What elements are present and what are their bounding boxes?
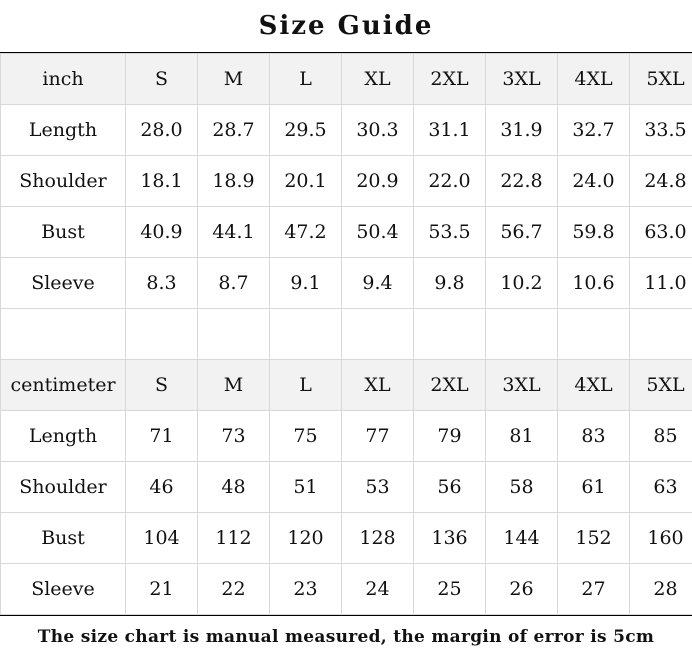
- inch-shoulder-2xl: 22.0: [414, 156, 486, 207]
- cm-bust-5xl: 160: [630, 513, 692, 564]
- cm-size-header-4xl: 4XL: [558, 360, 630, 411]
- cm-length-l: 75: [270, 411, 342, 462]
- table-spacer-row: [1, 309, 692, 360]
- inch-bust-xl: 50.4: [342, 207, 414, 258]
- table-row: [1, 258, 692, 309]
- cm-size-header-3xl: 3XL: [486, 360, 558, 411]
- cm-sleeve-4xl: 27: [558, 564, 630, 615]
- inch-shoulder-4xl: 24.0: [558, 156, 630, 207]
- cm-size-header-2xl: 2XL: [414, 360, 486, 411]
- spacer-cell: [486, 309, 558, 360]
- cm-bust-3xl: 144: [486, 513, 558, 564]
- spacer-cell: [342, 309, 414, 360]
- spacer-cell: [558, 309, 630, 360]
- inch-sleeve-3xl: 10.2: [486, 258, 558, 309]
- inch-shoulder-l: 20.1: [270, 156, 342, 207]
- inch-bust-3xl: 56.7: [486, 207, 558, 258]
- cm-sleeve-3xl: 26: [486, 564, 558, 615]
- cm-header-row: [1, 360, 692, 411]
- cm-unit-label: centimeter: [1, 360, 126, 411]
- cm-row-label-bust: Bust: [1, 513, 126, 564]
- cm-bust-m: 112: [198, 513, 270, 564]
- cm-sleeve-m: 22: [198, 564, 270, 615]
- inch-size-header-m: M: [198, 54, 270, 105]
- inch-row-label-sleeve: Sleeve: [1, 258, 126, 309]
- cm-shoulder-l: 51: [270, 462, 342, 513]
- inch-row-label-bust: Bust: [1, 207, 126, 258]
- inch-shoulder-m: 18.9: [198, 156, 270, 207]
- inch-length-xl: 30.3: [342, 105, 414, 156]
- cm-bust-s: 104: [126, 513, 198, 564]
- cm-sleeve-5xl: 28: [630, 564, 692, 615]
- table-row: [1, 411, 692, 462]
- cm-shoulder-s: 46: [126, 462, 198, 513]
- cm-sleeve-s: 21: [126, 564, 198, 615]
- cm-length-4xl: 83: [558, 411, 630, 462]
- cm-bust-2xl: 136: [414, 513, 486, 564]
- cm-shoulder-5xl: 63: [630, 462, 692, 513]
- cm-bust-4xl: 152: [558, 513, 630, 564]
- inch-size-header-4xl: 4XL: [558, 54, 630, 105]
- inch-sleeve-s: 8.3: [126, 258, 198, 309]
- spacer-cell: [630, 309, 692, 360]
- cm-size-header-l: L: [270, 360, 342, 411]
- cm-size-header-xl: XL: [342, 360, 414, 411]
- cm-size-header-m: M: [198, 360, 270, 411]
- inch-shoulder-3xl: 22.8: [486, 156, 558, 207]
- inch-shoulder-xl: 20.9: [342, 156, 414, 207]
- inch-length-4xl: 32.7: [558, 105, 630, 156]
- inch-bust-4xl: 59.8: [558, 207, 630, 258]
- cm-row-label-shoulder: Shoulder: [1, 462, 126, 513]
- table-row: [1, 513, 692, 564]
- cm-sleeve-2xl: 25: [414, 564, 486, 615]
- inch-size-header-2xl: 2XL: [414, 54, 486, 105]
- footer-note: The size chart is manual measured, the margin of error is 5cm: [0, 615, 692, 658]
- cm-length-s: 71: [126, 411, 198, 462]
- inch-size-header-s: S: [126, 54, 198, 105]
- page-title: Size Guide: [0, 0, 692, 53]
- inch-bust-l: 47.2: [270, 207, 342, 258]
- cm-length-xl: 77: [342, 411, 414, 462]
- inch-length-l: 29.5: [270, 105, 342, 156]
- spacer-cell: [198, 309, 270, 360]
- inch-bust-m: 44.1: [198, 207, 270, 258]
- inch-length-s: 28.0: [126, 105, 198, 156]
- inch-size-header-5xl: 5XL: [630, 54, 692, 105]
- inch-bust-s: 40.9: [126, 207, 198, 258]
- table-row: [1, 564, 692, 615]
- cm-shoulder-m: 48: [198, 462, 270, 513]
- table-row: [1, 207, 692, 258]
- inch-size-table: [0, 53, 692, 615]
- cm-shoulder-4xl: 61: [558, 462, 630, 513]
- cm-shoulder-xl: 53: [342, 462, 414, 513]
- inch-sleeve-5xl: 11.0: [630, 258, 692, 309]
- inch-shoulder-5xl: 24.8: [630, 156, 692, 207]
- cm-sleeve-l: 23: [270, 564, 342, 615]
- inch-length-2xl: 31.1: [414, 105, 486, 156]
- spacer-cell: [414, 309, 486, 360]
- inch-row-label-length: Length: [1, 105, 126, 156]
- cm-bust-l: 120: [270, 513, 342, 564]
- inch-size-header-3xl: 3XL: [486, 54, 558, 105]
- cm-length-3xl: 81: [486, 411, 558, 462]
- cm-bust-xl: 128: [342, 513, 414, 564]
- cm-size-header-5xl: 5XL: [630, 360, 692, 411]
- inch-bust-5xl: 63.0: [630, 207, 692, 258]
- cm-size-header-s: S: [126, 360, 198, 411]
- inch-bust-2xl: 53.5: [414, 207, 486, 258]
- cm-row-label-sleeve: Sleeve: [1, 564, 126, 615]
- cm-shoulder-3xl: 58: [486, 462, 558, 513]
- table-row: [1, 462, 692, 513]
- inch-shoulder-s: 18.1: [126, 156, 198, 207]
- inch-sleeve-4xl: 10.6: [558, 258, 630, 309]
- inch-row-label-shoulder: Shoulder: [1, 156, 126, 207]
- inch-unit-label: inch: [1, 54, 126, 105]
- cm-length-5xl: 85: [630, 411, 692, 462]
- inch-size-header-l: L: [270, 54, 342, 105]
- inch-length-5xl: 33.5: [630, 105, 692, 156]
- cm-shoulder-2xl: 56: [414, 462, 486, 513]
- spacer-cell: [1, 309, 126, 360]
- cm-sleeve-xl: 24: [342, 564, 414, 615]
- table-row: [1, 105, 692, 156]
- inch-header-row: [1, 54, 692, 105]
- spacer-cell: [270, 309, 342, 360]
- spacer-cell: [126, 309, 198, 360]
- inch-sleeve-l: 9.1: [270, 258, 342, 309]
- inch-size-header-xl: XL: [342, 54, 414, 105]
- cm-row-label-length: Length: [1, 411, 126, 462]
- inch-sleeve-2xl: 9.8: [414, 258, 486, 309]
- cm-length-2xl: 79: [414, 411, 486, 462]
- inch-length-m: 28.7: [198, 105, 270, 156]
- table-row: [1, 156, 692, 207]
- inch-length-3xl: 31.9: [486, 105, 558, 156]
- size-tables: [0, 53, 692, 615]
- inch-sleeve-xl: 9.4: [342, 258, 414, 309]
- inch-sleeve-m: 8.7: [198, 258, 270, 309]
- cm-length-m: 73: [198, 411, 270, 462]
